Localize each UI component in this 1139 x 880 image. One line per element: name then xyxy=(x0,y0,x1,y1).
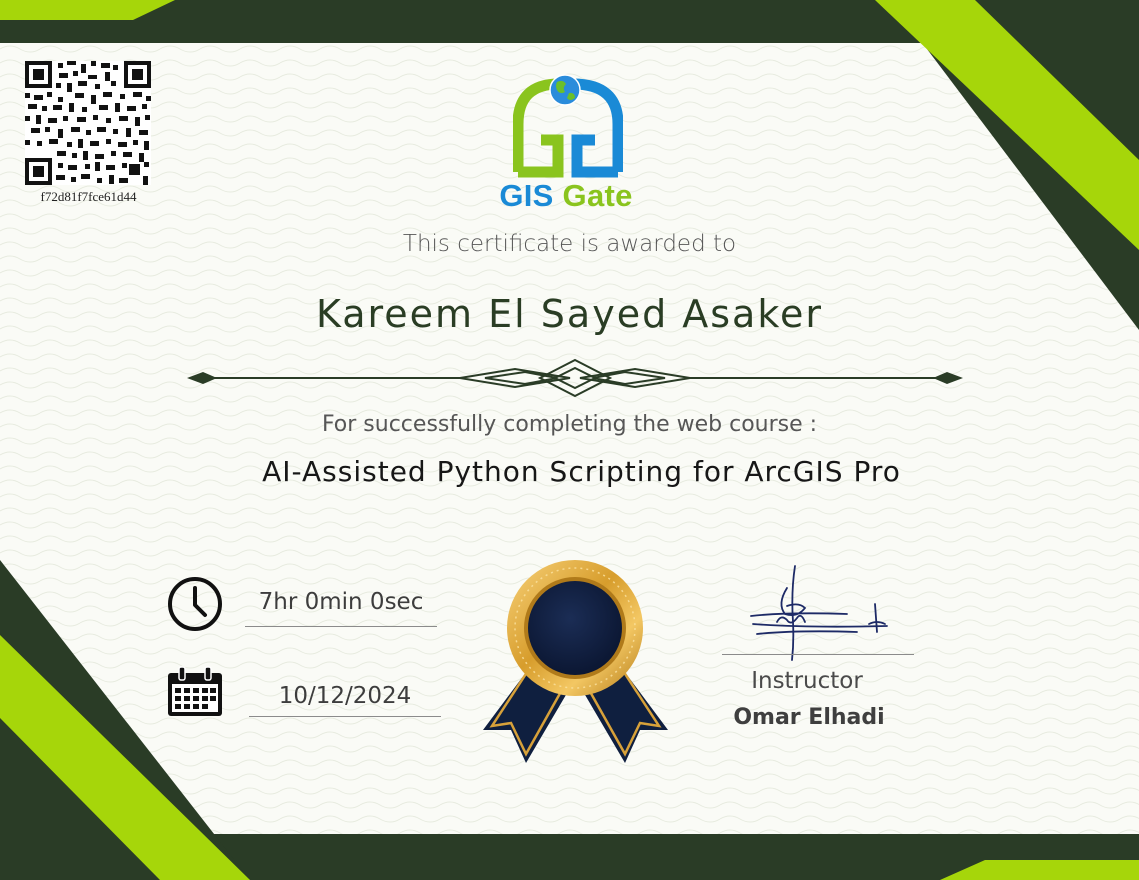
calendar-icon xyxy=(166,666,224,718)
duration-value: 7hr 0min 0sec xyxy=(258,589,424,615)
brand-name-gate: Gate xyxy=(562,178,633,213)
brand-name-gis: GIS xyxy=(499,178,554,213)
verification-code: f72d81f7fce61d44 xyxy=(40,189,137,204)
clock-icon xyxy=(166,575,224,633)
ornamental-divider xyxy=(185,358,965,398)
instructor-name: Omar Elhadi xyxy=(733,705,885,730)
globe-icon xyxy=(548,73,582,107)
qr-code-icon xyxy=(25,61,151,185)
date-value: 10/12/2024 xyxy=(278,683,412,709)
brand-name xyxy=(466,178,666,214)
recipient-name: Kareem El Sayed Asaker xyxy=(315,292,824,336)
awarded-text: This certificate is awarded to xyxy=(402,231,737,257)
course-title: AI-Assisted Python Scripting for ArcGIS Pro xyxy=(262,455,901,488)
signature xyxy=(747,562,895,662)
completion-text: For successfully completing the web course : xyxy=(321,412,818,437)
signature-line xyxy=(722,654,914,655)
date-underline xyxy=(249,716,441,717)
instructor-label: Instructor xyxy=(751,668,863,694)
medal-icon xyxy=(478,558,673,768)
duration-underline xyxy=(245,626,437,627)
